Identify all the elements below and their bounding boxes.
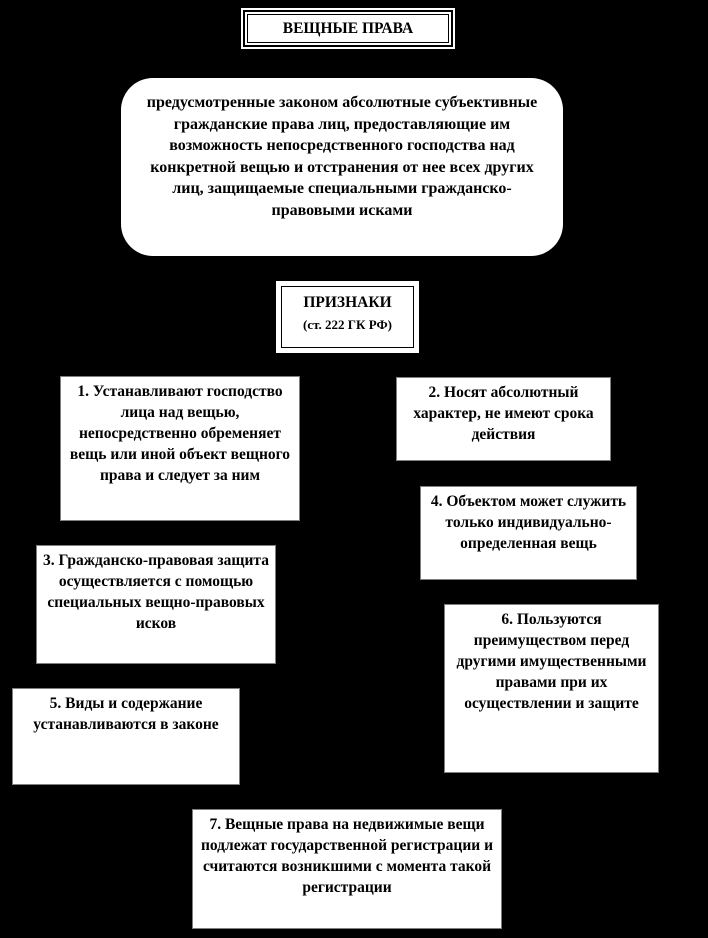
definition-box — [121, 78, 563, 256]
sign-box-6 — [444, 604, 659, 773]
signs-title: ПРИЗНАКИ — [303, 294, 392, 311]
sign-text-5: 5. Виды и содержание устанавливаются в законе — [33, 695, 219, 733]
sign-box-1 — [60, 376, 300, 521]
signs-subtitle: (ст. 222 ГК РФ) — [303, 317, 392, 332]
sign-text-4: 4. Объектом может служить только индивидуально-определенная вещь — [430, 493, 627, 552]
sign-text-3: 3. Гражданско-правовая защита осуществляется с помощью специальных вещно-правовых исков — [43, 552, 269, 632]
sign-box-7 — [192, 809, 502, 929]
signs-box — [276, 281, 419, 353]
title-inner-border — [247, 14, 449, 43]
title-box — [241, 8, 455, 49]
sign-text-1: 1. Устанавливают господство лица над вещью, непосредственно обременяет вещь или иной объект вещного права и следует за ним — [69, 383, 291, 484]
sign-box-5 — [12, 688, 240, 785]
sign-box-2 — [396, 377, 611, 461]
definition-text: предусмотренные законом абсолютные субъективные гражданские права лиц, предоставляющие им возможность непосредственного господства над конкретной вещью и отстранения от нее всех других лиц, защищаемые специальными гражданско-правовыми исками — [146, 94, 538, 219]
sign-text-2: 2. Носят абсолютный характер, не имеют срока действия — [413, 384, 594, 443]
signs-inner-border — [281, 286, 414, 348]
sign-box-4 — [420, 486, 637, 580]
diagram-title: ВЕЩНЫЕ ПРАВА — [282, 20, 414, 37]
sign-text-6: 6. Пользуются преимуществом перед другими имущественными правами при их осуществлении и защите — [456, 611, 647, 712]
sign-text-7: 7. Вещные права на недвижимые вещи подлежат государственной регистрации и считаются возникшими с момента такой регистрации — [200, 816, 494, 896]
sign-box-3 — [36, 545, 276, 664]
